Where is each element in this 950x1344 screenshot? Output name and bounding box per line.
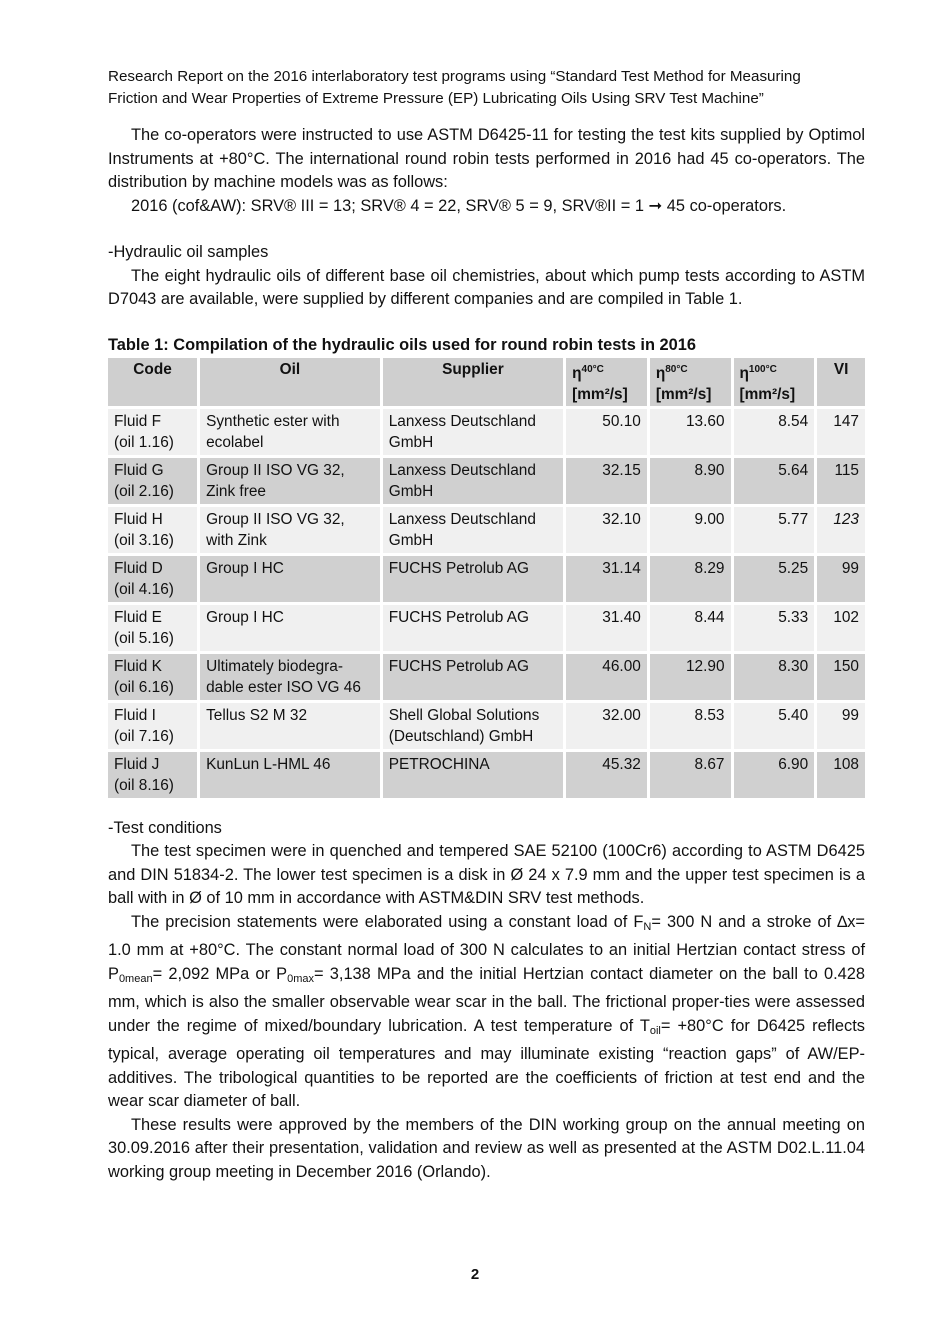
- table-header-row: [108, 358, 865, 406]
- cell-eta40: 46.00: [566, 654, 647, 700]
- table-row: [108, 409, 865, 455]
- header-eta40: $\eta^{40^\circ C}$ [mm²/s]: [566, 358, 647, 406]
- cell-eta40: 32.00: [566, 703, 647, 749]
- cell-oil: Synthetic ester with ecolabel: [200, 409, 380, 455]
- cell-vi: 147: [817, 409, 865, 455]
- samples-heading: -Hydraulic oil samples: [108, 243, 269, 261]
- cell-eta40: 31.14: [566, 556, 647, 602]
- cell-vi: 99: [817, 556, 865, 602]
- cell-eta100: 8.30: [734, 654, 815, 700]
- table-row: [108, 507, 865, 553]
- cell-vi: 123: [817, 507, 865, 553]
- cell-code: Fluid F (oil 1.16): [108, 409, 197, 455]
- cell-eta80: 8.44: [650, 605, 731, 651]
- conditions-heading: -Test conditions: [108, 818, 222, 837]
- conditions-paragraph-1: The test specimen were in quenched and tempered SAE 52100 (100Cr6) according to ASTM D6425 and DIN 51834-2. The lower test specimen is a disk in Ø 24 x 7.9 mm and the upper test specimen is a ball with in Ø of 10 mm in accordance with ASTM&DIN SRV test methods.: [108, 842, 865, 908]
- cell-oil: KunLun L-HML 46: [200, 752, 380, 798]
- document-page: [108, 66, 865, 1184]
- cell-vi: 150: [817, 654, 865, 700]
- cell-eta40: 31.40: [566, 605, 647, 651]
- cell-code: Fluid E (oil 5.16): [108, 605, 197, 651]
- cell-eta80: 8.29: [650, 556, 731, 602]
- hydraulic-oils-table: [105, 355, 868, 801]
- cell-eta40: 45.32: [566, 752, 647, 798]
- cell-eta80: 12.90: [650, 654, 731, 700]
- cell-oil: Ultimately biodegra- dable ester ISO VG 46: [200, 654, 380, 700]
- cell-supplier: PETROCHINA: [383, 752, 563, 798]
- cell-supplier: Shell Global Solutions (Deutschland) GmbH: [383, 703, 563, 749]
- cell-eta80: 9.00: [650, 507, 731, 553]
- cell-oil: Tellus S2 M 32: [200, 703, 380, 749]
- cell-code: Fluid I (oil 7.16): [108, 703, 197, 749]
- samples-paragraph: The eight hydraulic oils of different base oil chemistries, about which pump tests according to ASTM D7043 are available, were supplied by different companies and are compiled in Table 1.: [108, 266, 865, 308]
- cell-code: Fluid J (oil 8.16): [108, 752, 197, 798]
- cell-eta40: 32.10: [566, 507, 647, 553]
- header-line-2: Friction and Wear Properties of Extreme Pressure (EP) Lubricating Oils Using SRV Test Machine”: [108, 90, 764, 107]
- intro-paragraph: The co-operators were instructed to use ASTM D6425-11 for testing the test kits supplied by Optimol Instruments at +80°C. The international round robin tests performed in 2016 had 45 co-operators. The distribution by machine models was as follows:: [108, 126, 865, 191]
- header-oil: Oil: [200, 358, 380, 406]
- cell-code: Fluid K (oil 6.16): [108, 654, 197, 700]
- cell-supplier: FUCHS Petrolub AG: [383, 556, 563, 602]
- cell-eta100: 6.90: [734, 752, 815, 798]
- cell-oil: Group II ISO VG 32, with Zink: [200, 507, 380, 553]
- cell-code: Fluid H (oil 3.16): [108, 507, 197, 553]
- header-line-1: Research Report on the 2016 interlaboratory test programs using “Standard Test Method for Measuring: [108, 68, 801, 85]
- header-eta80: $\eta^{80^\circ C}$ [mm²/s]: [650, 358, 731, 406]
- table-row: [108, 752, 865, 798]
- table-row: [108, 654, 865, 700]
- table-row: [108, 556, 865, 602]
- table-row: [108, 458, 865, 504]
- cell-vi: 102: [817, 605, 865, 651]
- page-number: 2: [470, 1266, 480, 1283]
- cell-eta100: 5.40: [734, 703, 815, 749]
- table-row: [108, 605, 865, 651]
- cell-vi: 115: [817, 458, 865, 504]
- cell-supplier: FUCHS Petrolub AG: [383, 654, 563, 700]
- cell-supplier: Lanxess Deutschland GmbH: [383, 507, 563, 553]
- table-caption: Table 1: Compilation of the hydraulic oils used for round robin tests in 2016: [108, 335, 697, 354]
- table-row: [108, 703, 865, 749]
- cell-eta100: 8.54: [734, 409, 815, 455]
- cell-oil: Group I HC: [200, 605, 380, 651]
- conditions-paragraph-2: The precision statements were elaborated using a constant load of $F_N= 300$ N and a stroke of ∆x= 1.0 mm at +80°C. The constant normal load of 300 N calculates to an initial Hertzian contact stress of $P_{0mean}= 2,092$ MPa or $P_{0max}= 3,138$ MPa and the initial Hertzian contact diameter on the ball to 0.428 mm, which is also the smaller observable wear scar in the ball. The frictional proper-ties were assessed under the regime of mixed/boundary lubrication. A test temperature of $T_{oil}= +80^\circ C$ for D6425 reflects typical, average operating oil temperatures and may illuminate existing “reaction gaps” of AW/EP-additives. The tribological quantities to be reported are the coefficients of friction at test end and the wear scar diameter of ball.: [108, 912, 866, 1111]
- cell-eta80: 8.53: [650, 703, 731, 749]
- cell-eta40: 50.10: [566, 409, 647, 455]
- cell-eta40: 32.15: [566, 458, 647, 504]
- cell-code: Fluid G (oil 2.16): [108, 458, 197, 504]
- cell-oil: Group II ISO VG 32, Zink free: [200, 458, 380, 504]
- header-vi: VI: [817, 358, 865, 406]
- cell-supplier: Lanxess Deutschland GmbH: [383, 409, 563, 455]
- cell-vi: 108: [817, 752, 865, 798]
- cell-eta100: 5.25: [734, 556, 815, 602]
- cell-eta80: 8.90: [650, 458, 731, 504]
- cell-supplier: FUCHS Petrolub AG: [383, 605, 563, 651]
- cell-eta100: 5.33: [734, 605, 815, 651]
- cell-supplier: Lanxess Deutschland GmbH: [383, 458, 563, 504]
- cell-oil: Group I HC: [200, 556, 380, 602]
- cell-code: Fluid D (oil 4.16): [108, 556, 197, 602]
- header-code: Code: [108, 358, 197, 406]
- cell-eta80: 8.67: [650, 752, 731, 798]
- cell-eta80: 13.60: [650, 409, 731, 455]
- header-supplier: Supplier: [383, 358, 563, 406]
- conditions-paragraph-3: These results were approved by the members of the DIN working group on the annual meeting on 30.09.2016 after their presentation, validation and review as well as presented at the ASTM D02.L.11.04 working group meeting in December 2016 (Orlando).: [108, 1115, 865, 1181]
- header-eta100: $\eta^{100^\circ C}$ [mm²/s]: [734, 358, 815, 406]
- cell-eta100: 5.77: [734, 507, 815, 553]
- cell-eta100: 5.64: [734, 458, 815, 504]
- running-header: [108, 66, 865, 110]
- distribution-line: 2016 (cof&AW): SRV® III = 13; SRV® 4 = 22, SRV® 5 = 9, SRV®II = 1 ➞ 45 co-operators.: [131, 196, 787, 215]
- cell-vi: 99: [817, 703, 865, 749]
